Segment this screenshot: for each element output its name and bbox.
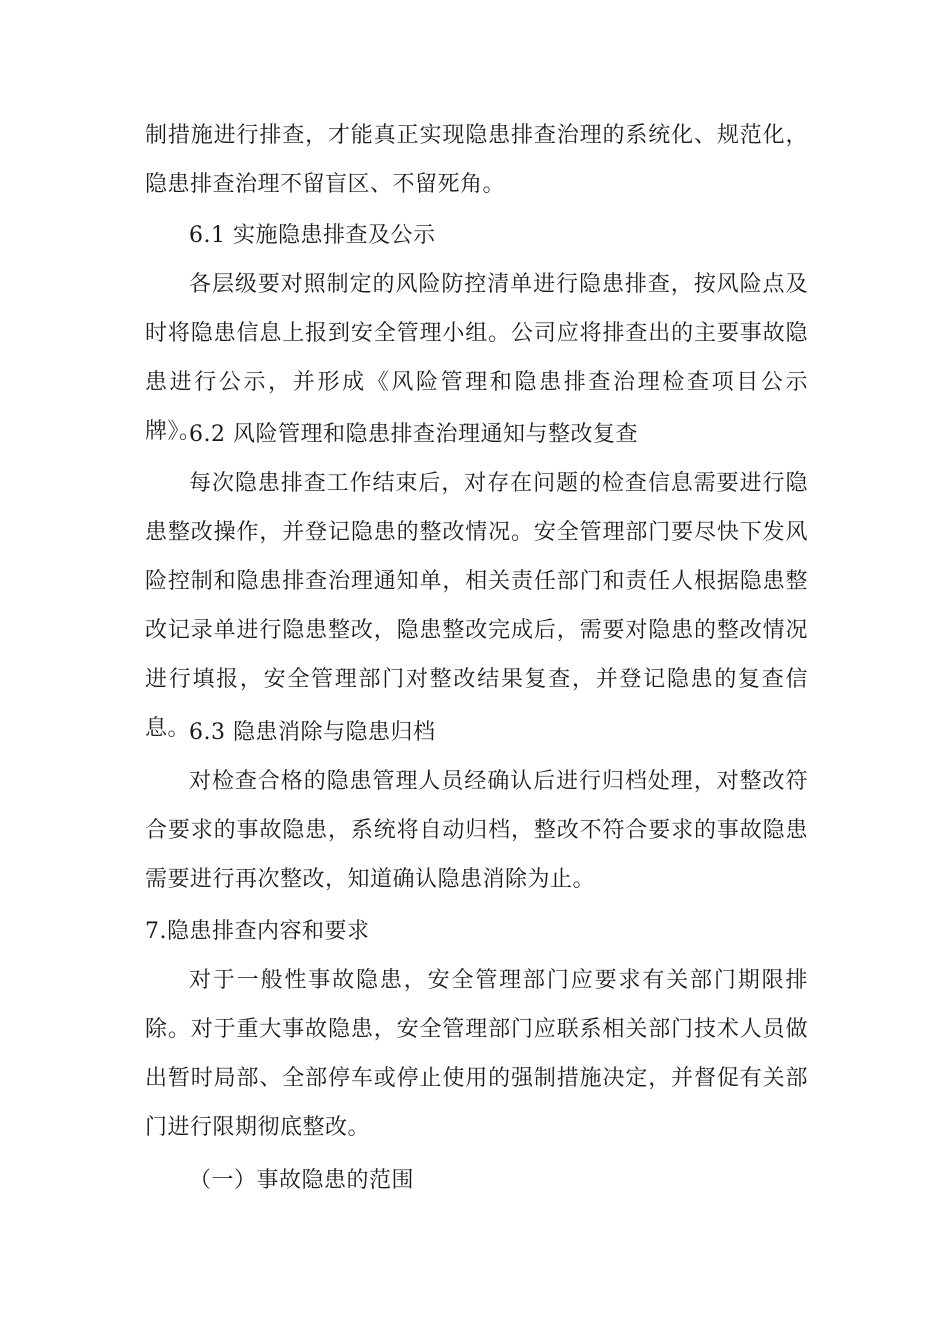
subsection-heading-7-1: （一）事故隐患的范围: [189, 1168, 415, 1193]
section-heading-6-1: 6.1 实施隐患排查及公示: [189, 223, 436, 248]
section-heading-6-2: 6.2 风险管理和隐患排查治理通知与整改复查: [189, 422, 638, 447]
paragraph-7: 对于一般性事故隐患，安全管理部门应要求有关部门期限排除。对于重大事故隐患，安全管理部门应联系相关部门技术人员做出暂时局部、全部停车或停止使用的强制措施决定，并督促有关部门进行限期彻底整改。: [145, 968, 808, 1140]
paragraph-6-3: 对检查合格的隐患管理人员经确认后进行归档处理，对整改符合要求的事故隐患，系统将自动归档，整改不符合要求的事故隐患需要进行再次整改，知道确认隐患消除为止。: [145, 769, 808, 892]
paragraph-6-2: 每次隐患排查工作结束后，对存在问题的检查信息需要进行隐患整改操作，并登记隐患的整改情况。安全管理部门要尽快下发风险控制和隐患排查治理通知单，相关责任部门和责任人根据隐患整改记录单进行隐患整改，隐患整改完成后，需要对隐患的整改情况进行填报，安全管理部门对整改结果复查，并登记隐患的复查信息。: [145, 471, 808, 741]
section-heading-6-3: 6.3 隐患消除与隐患归档: [189, 720, 436, 745]
section-heading-7: 7.隐患排查内容和要求: [145, 919, 370, 944]
paragraph-continuation: 制措施进行排查，才能真正实现隐患排查治理的系统化、规范化，隐患排查治理不留盲区、不留死角。: [145, 123, 808, 197]
paragraph-6-1: 各层级要对照制定的风险防控清单进行隐患排查，按风险点及时将隐患信息上报到安全管理小组。公司应将排查出的主要事故隐患进行公示，并形成《风险管理和隐患排查治理检查项目公示牌》。: [145, 272, 808, 444]
